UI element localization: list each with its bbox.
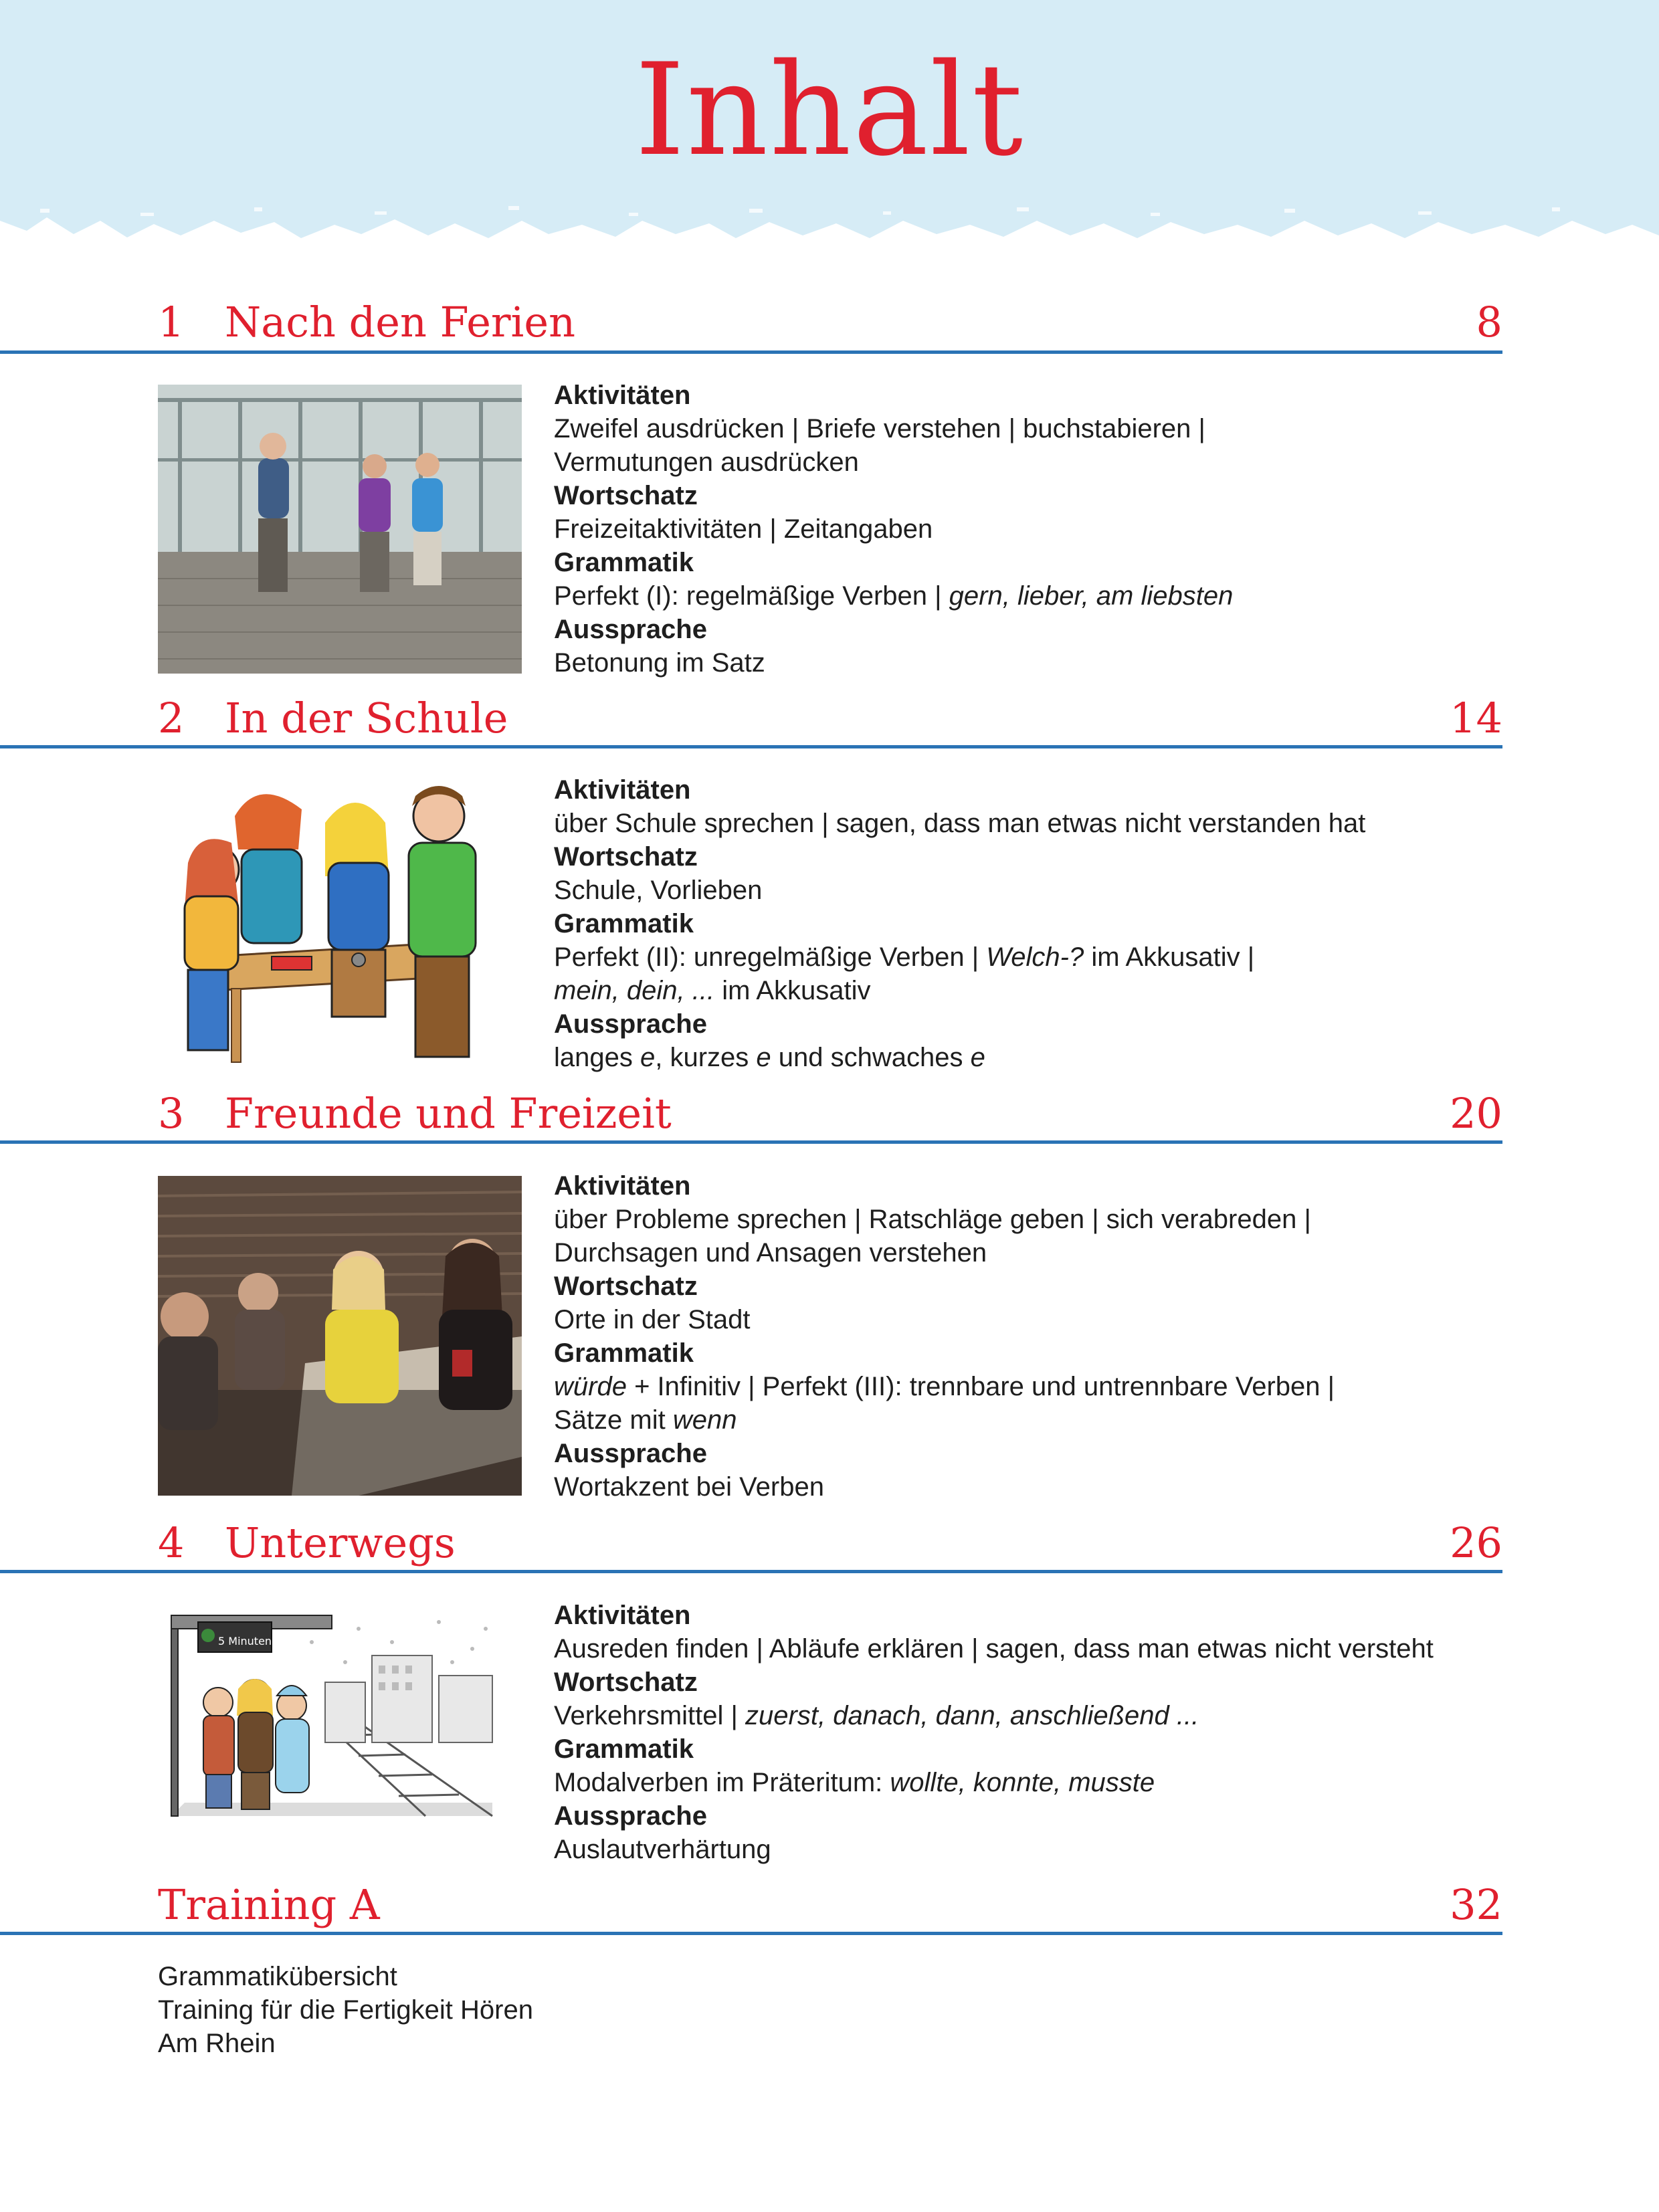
section-label-pronunciation: Aussprache — [554, 615, 707, 644]
unit-page-number: 26 — [1450, 1518, 1502, 1567]
unit-heading-4[interactable] — [158, 1515, 1502, 1575]
unit-number: 1 — [158, 298, 185, 346]
unit-1-photo — [158, 385, 522, 674]
training-item[interactable]: Am Rhein — [158, 2029, 276, 2058]
text-run: langes — [554, 1043, 640, 1072]
pronunciation-text: Wortakzent bei Verben — [554, 1472, 824, 1502]
text-run: + Infinitiv | Perfekt (III): trennbare und untrennbare Verben | — [626, 1372, 1335, 1401]
page-title: Inhalt — [634, 36, 1025, 184]
training-item[interactable]: Training für die Fertigkeit Hören — [158, 1995, 533, 2025]
section-label-grammar: Grammatik — [554, 909, 694, 938]
divider-rule — [0, 1932, 1502, 1935]
text-run: , kurzes — [655, 1043, 757, 1072]
unit-page-number: 14 — [1450, 694, 1502, 742]
text-run: Modalverben im Präteritum: — [554, 1768, 890, 1797]
training-title: Training A — [158, 1880, 380, 1929]
divider-rule — [0, 745, 1502, 748]
activities-text: über Probleme sprechen | Ratschläge geben | sich verabreden | — [554, 1205, 1311, 1234]
section-label-activities: Aktivitäten — [554, 775, 691, 805]
training-list — [158, 1960, 533, 2060]
divider-rule — [0, 1140, 1502, 1144]
unit-4-illustration — [158, 1602, 506, 1823]
grammar-text — [554, 1370, 1504, 1403]
section-label-grammar: Grammatik — [554, 1338, 694, 1368]
unit-3-description — [554, 1169, 1504, 1504]
grammar-text — [554, 974, 1504, 1007]
italic-run: mein, dein, ... — [554, 976, 715, 1005]
divider-rule — [0, 1570, 1502, 1573]
italic-run: wollte, konnte, musste — [890, 1768, 1155, 1797]
activities-text: Vermutungen ausdrücken — [554, 447, 859, 477]
section-label-activities: Aktivitäten — [554, 1171, 691, 1201]
unit-number: 3 — [158, 1089, 185, 1138]
activities-text: Durchsagen und Ansagen verstehen — [554, 1238, 987, 1268]
unit-2-description — [554, 773, 1504, 1074]
grammar-text — [554, 1766, 1504, 1799]
italic-run: e — [756, 1043, 771, 1072]
italic-run: würde — [554, 1372, 627, 1401]
section-label-vocabulary: Wortschatz — [554, 481, 698, 510]
text-run: im Akkusativ | — [1084, 942, 1255, 972]
italic-run: e — [970, 1043, 985, 1072]
unit-1-description — [554, 379, 1504, 680]
text-run: Sätze mit — [554, 1405, 673, 1435]
vocabulary-text — [554, 1699, 1504, 1732]
unit-3-photo — [158, 1176, 522, 1496]
section-label-vocabulary: Wortschatz — [554, 842, 698, 872]
vocabulary-text: Schule, Vorlieben — [554, 876, 763, 905]
pronunciation-text: Betonung im Satz — [554, 648, 765, 678]
section-label-pronunciation: Aussprache — [554, 1801, 707, 1831]
italic-run: wenn — [672, 1405, 737, 1435]
activities-text: Zweifel ausdrücken | Briefe verstehen | buchstabieren | — [554, 414, 1205, 443]
training-item[interactable]: Grammatikübersicht — [158, 1962, 397, 1991]
unit-number: 2 — [158, 694, 185, 742]
section-label-vocabulary: Wortschatz — [554, 1272, 698, 1301]
text-run: Verkehrsmittel | — [554, 1701, 746, 1730]
text-run: und schwaches — [771, 1043, 971, 1072]
italic-run: zuerst, danach, dann, anschließend ... — [745, 1701, 1199, 1730]
grammar-text — [554, 1403, 1504, 1437]
text-run: Perfekt (II): unregelmäßige Verben | — [554, 942, 987, 972]
section-label-pronunciation: Aussprache — [554, 1439, 707, 1468]
section-label-activities: Aktivitäten — [554, 381, 691, 410]
section-label-vocabulary: Wortschatz — [554, 1668, 698, 1697]
section-label-grammar: Grammatik — [554, 1734, 694, 1764]
italic-run: Welch-? — [986, 942, 1084, 972]
unit-title: Nach den Ferien — [225, 298, 576, 346]
vocabulary-text: Freizeitaktivitäten | Zeitangaben — [554, 514, 933, 544]
italic-run: gern, lieber, am liebsten — [949, 581, 1234, 611]
grammar-text — [554, 579, 1504, 613]
section-label-pronunciation: Aussprache — [554, 1009, 707, 1039]
unit-2-illustration — [158, 776, 522, 1077]
unit-heading-1[interactable] — [158, 294, 1502, 355]
text-run: im Akkusativ — [714, 976, 871, 1005]
unit-4-description — [554, 1599, 1504, 1866]
unit-page-number: 8 — [1476, 298, 1502, 346]
activities-text: Ausreden finden | Abläufe erklären | sagen, dass man etwas nicht versteht — [554, 1634, 1434, 1664]
section-label-grammar: Grammatik — [554, 548, 694, 577]
unit-title: In der Schule — [225, 694, 508, 742]
unit-title: Freunde und Freizeit — [225, 1089, 672, 1138]
grammar-text — [554, 940, 1504, 974]
sign-text: 5 Minuten — [218, 1635, 272, 1647]
unit-page-number: 20 — [1450, 1089, 1502, 1138]
italic-run: e — [640, 1043, 656, 1072]
section-label-activities: Aktivitäten — [554, 1601, 691, 1630]
training-page-number: 32 — [1450, 1880, 1502, 1929]
activities-text: über Schule sprechen | sagen, dass man etwas nicht verstanden hat — [554, 809, 1366, 838]
training-heading[interactable] — [158, 1877, 1502, 1937]
pronunciation-text: Auslautverhärtung — [554, 1835, 771, 1864]
unit-number: 4 — [158, 1518, 185, 1567]
vocabulary-text: Orte in der Stadt — [554, 1305, 751, 1334]
text-run: Perfekt (I): regelmäßige Verben | — [554, 581, 949, 611]
unit-heading-2[interactable] — [158, 690, 1502, 750]
divider-rule — [0, 350, 1502, 354]
pronunciation-text — [554, 1041, 1504, 1074]
unit-heading-3[interactable] — [158, 1086, 1502, 1146]
unit-title: Unterwegs — [225, 1518, 456, 1567]
